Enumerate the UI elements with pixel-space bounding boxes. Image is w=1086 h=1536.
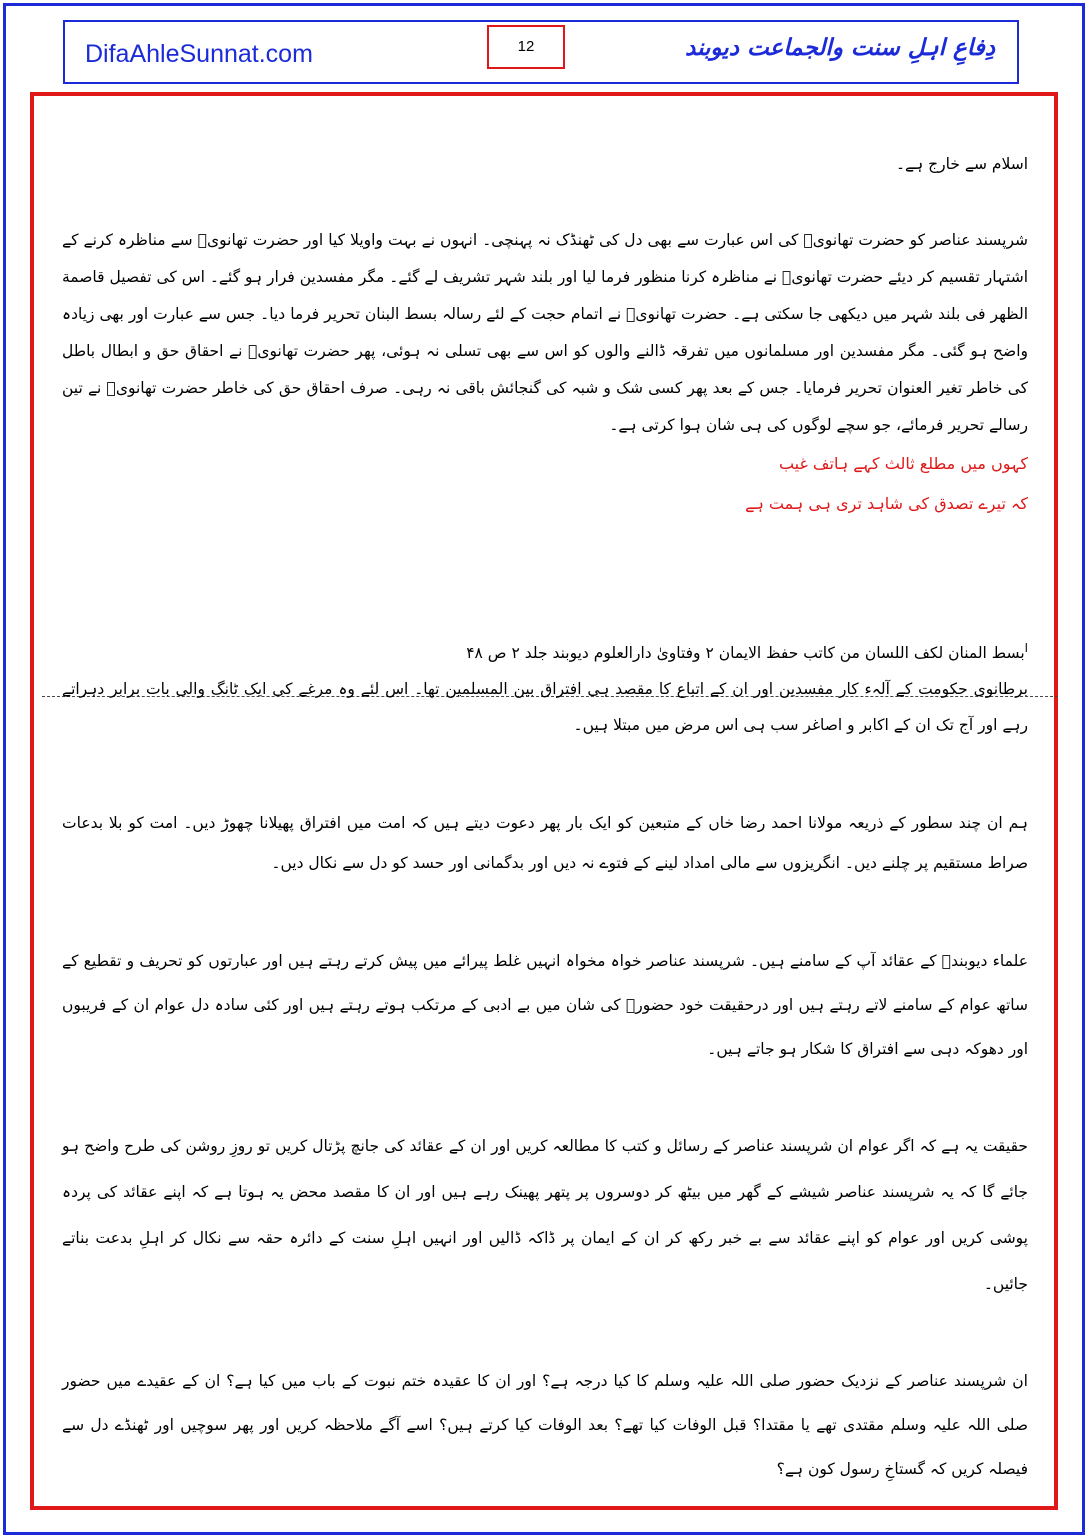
couplet-line-1: کہوں میں مطلع ثالث کہے ہاتف غیب bbox=[778, 454, 1028, 473]
main-text-upper bbox=[62, 146, 1028, 524]
paragraph-4: علماء دیوبندؒ کے عقائد آپ کے سامنے ہیں۔ شرپسند عناصر خواہ مخواہ انہیں غلط پیرائے میں پیش کرتے رہتے ہیں اور عبارتوں کو تحریف و تقطیع کے ساتھ عوام کے سامنے لاتے رہتے ہیں اور درحقیقت خود حضورؐ کی شان میں بے ادبی کے مرتکب ہوتے رہتے ہیں اور کئی سادہ دل عوام ان کے فریبوں اور دھوکہ دہی سے افتراق کا شکار ہو جاتے ہیں۔ bbox=[62, 952, 1028, 1059]
paragraph-1: شرپسند عناصر کو حضرت تھانویؒ کی اس عبارت سے بھی دل کی ٹھنڈک نہ پہنچی۔ انہوں نے بہت واویلا کیا اور حضرت تھانویؒ سے مناظرہ کرنے کے اشتہار تقسیم کر دیئے حضرت تھانویؒ نے مناظرہ کرنا منظور فرما لیا اور بلند شہر تشریف لے گئے۔ مگر مفسدین فرار ہو گئے۔ اس کی تفصیل قاصمة الظهر فی بلند شہر میں دیکھی جا سکتی ہے۔ حضرت تھانویؒ نے اتمام حجت کے لئے رسالہ بسط البنان تحریر فرما دیا۔ جس سے عبارت اور بھی زیادہ واضح ہو گئی۔ مگر مفسدین اور مسلمانوں میں تفرقہ ڈالنے والوں کو اس سے بھی تسلی نہ ہوئی، پھر حضرت تھانویؒ نے احقاق حق و ابطال باطل کی خاطر تغیر العنوان تحریر فرمایا۔ جس کے بعد پھر کسی شک و شبہ کی گنجائش باقی نہ رہی۔ صرف احقاق حق کی خاطر حضرت تھانویؒ نے تین رسالے تحریر فرمائے، جو سچے لوگوں کی ہی شان ہوا کرتی ہے۔ bbox=[62, 231, 1028, 434]
page-header bbox=[63, 20, 1019, 84]
paragraph-5: حقیقت یہ ہے کہ اگر عوام ان شرپسند عناصر کے رسائل و کتب کا مطالعہ کریں اور ان کے عقائد کی جانچ پڑتال کریں تو روزِ روشن کی طرح واضح ہو جائے گا کہ یہ شرپسند عناصر شیشے کے گھر میں بیٹھ کر دوسروں پر پتھر پھینک رہے ہیں اور ان کا مقصد محض یہ ہوتا ہے کہ اپنے عقائد کی پردہ پوشی کریں اور عوام کو اپنے عقائد سے بے خبر رکھ کر ان کے ایمان پر ڈاکہ ڈالیں اور انہیں اہلِ سنت کے دائرہ حقہ سے نکال کر اہلِ بدعت بناتے جائیں۔ bbox=[62, 1137, 1028, 1294]
main-text-lower bbox=[62, 630, 1028, 1491]
paragraph-3: ہم ان چند سطور کے ذریعہ مولانا احمد رضا خاں کے متبعین کو ایک بار پھر دعوت دیتے ہیں کہ امت میں افتراق پھیلانا چھوڑ دیں۔ امت کو بلا بدعات صراط مستقیم پر چلنے دیں۔ انگریزوں سے مالی امداد لینے کے فتوے نہ دیں اور بدگمانی اور حسد کو دل سے نکال دیں۔ bbox=[62, 814, 1028, 873]
footnote-reference-text: بسط المنان لكف اللسان من كاتب حفظ الايمان ۲ وفتاویٰ دارالعلوم دیوبند جلد ۲ ص ۴۸ bbox=[466, 644, 1025, 663]
page-number: 12 bbox=[487, 25, 565, 69]
header-title: دِفاعِ اہلِ سنت والجماعت دیوبند bbox=[685, 34, 995, 61]
site-url[interactable]: DifaAhleSunnat.com bbox=[85, 40, 313, 68]
couplet-line-2: کہ تیرے تصدق کی شاہد تری ہی ہمت ہے bbox=[745, 494, 1028, 513]
intro-line: اسلام سے خارج ہے۔ bbox=[895, 155, 1028, 173]
paragraph-6: ان شرپسند عناصر کے نزدیک حضور صلی اللہ علیہ وسلم کا کیا درجہ ہے؟ اور ان کا عقیدہ ختم نبوت کے باب میں کیا ہے؟ ان کے عقیدے میں حضور صلی اللہ علیہ وسلم مقتدی تھے یا مقتدا؟ قبل الوفات کیا تھے؟ بعد الوفات کیا کرتے ہیں؟ اسے آگے ملاحظہ کریں اور پھر سوچیں اور ٹھنڈے دل سے فیصلہ کریں کہ گستاخِ رسول کون ہے؟ bbox=[62, 1372, 1028, 1479]
footnote-marker: ا bbox=[1024, 641, 1028, 655]
footnote-reference bbox=[62, 630, 1028, 671]
poetry-couplet bbox=[62, 444, 1028, 524]
paragraph-2: برطانوی حکومت کے آلہء کار مفسدین اور ان کے اتباع کا مقصد ہی افتراق بین المسلمین تھا۔ اس لئے وہ مرغے کی ایک ٹانگ والی بات برابر دہراتے رہے اور آج تک ان کے اکابر و اصاغر سب ہی اس مرض میں مبتلا ہیں۔ bbox=[62, 680, 1029, 735]
